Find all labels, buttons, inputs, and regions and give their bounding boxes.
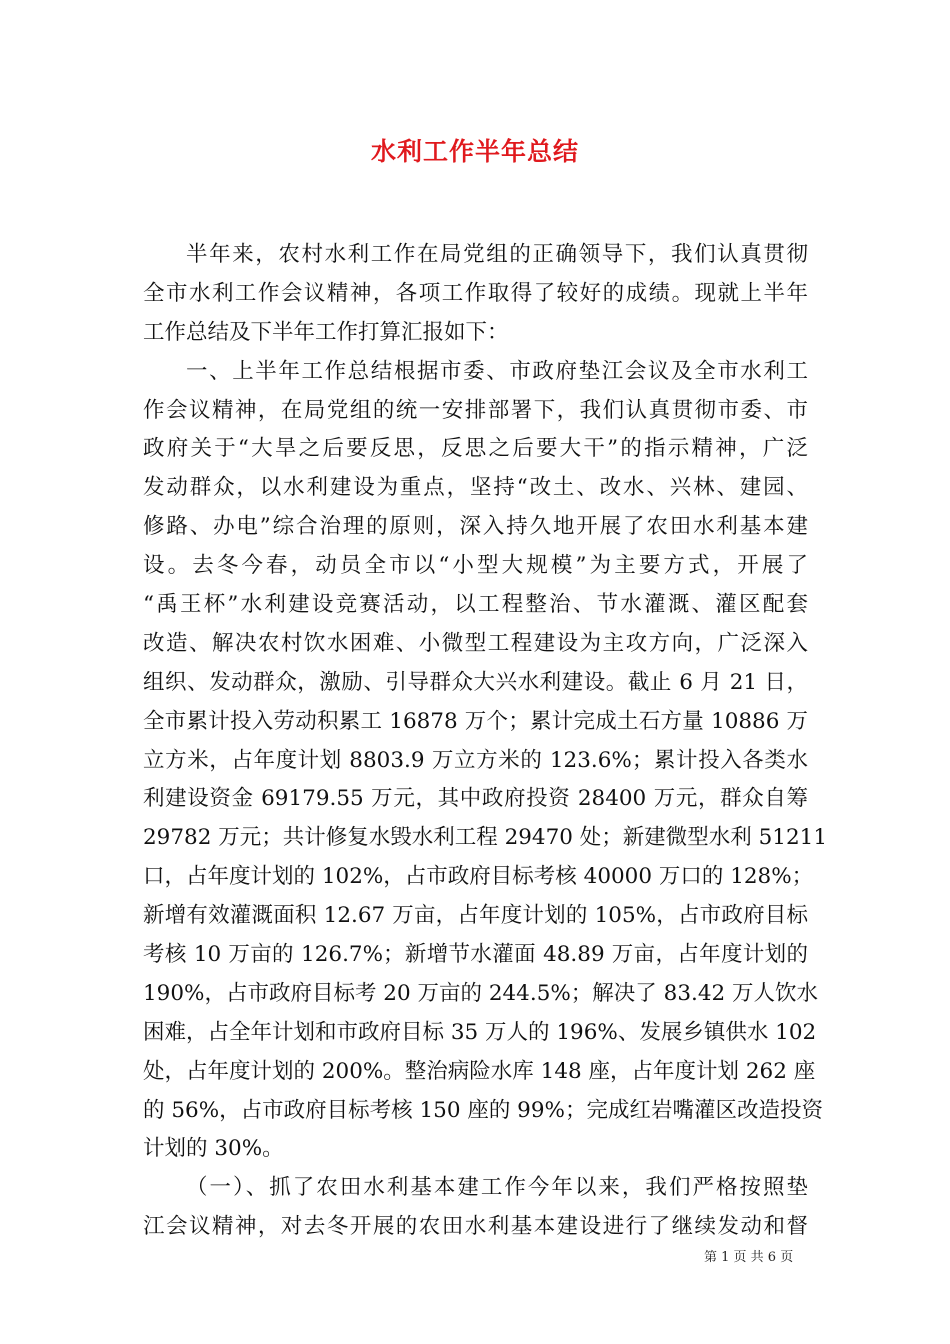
body-line: 计划的 30%。: [143, 1136, 284, 1162]
body-line: 发动群众，以水利建设为重点，坚持“改土、改水、兴林、建园、: [143, 475, 808, 501]
body-line: （一）、抓了农田水利基本建工作今年以来，我们严格按照垫: [186, 1175, 808, 1201]
body-line: 政府关于“大旱之后要反思，反思之后要大干”的指示精神，广泛: [143, 436, 808, 462]
body-line: 利建设资金 69179.55 万元，其中政府投资 28400 万元，群众自筹: [143, 786, 808, 812]
body-line: “禹王杯”水利建设竞赛活动，以工程整治、节水灌溉、灌区配套: [143, 592, 808, 618]
body-line: 立方米，占年度计划 8803.9 万立方米的 123.6%；累计投入各类水: [143, 747, 808, 773]
body-line: 口，占年度计划的 102%，占市政府目标考核 40000 万口的 128%；: [143, 864, 814, 890]
body-line: 190%，占市政府目标考 20 万亩的 244.5%；解决了 83.42 万人饮水: [143, 980, 819, 1006]
body-line: 全市累计投入劳动积累工 16878 万个；累计完成土石方量 10886 万: [143, 708, 808, 734]
body-line: 一、上半年工作总结根据市委、市政府垫江会议及全市水利工: [186, 358, 808, 384]
document-body: [143, 236, 828, 1247]
body-line: 处，占年度计划的 200%。整治病险水库 148 座，占年度计划 262 座: [143, 1058, 816, 1084]
body-line: 作会议精神，在局党组的统一安排部署下，我们认真贯彻市委、市: [143, 397, 808, 423]
body-line: 考核 10 万亩的 126.7%；新增节水灌面 48.89 万亩，占年度计划的: [143, 942, 808, 968]
body-line: 改造、解决农村饮水困难、小微型工程建设为主攻方向，广泛深入: [143, 630, 808, 656]
body-line: 江会议精神，对去冬开展的农田水利基本建设进行了继续发动和督: [143, 1214, 808, 1240]
document-title: 水利工作半年总结: [370, 137, 579, 166]
body-line: 修路、办电”综合治理的原则，深入持久地开展了农田水利基本建: [143, 514, 808, 540]
body-line: 新增有效灌溉面积 12.67 万亩，占年度计划的 105%，占市政府目标: [143, 903, 808, 929]
body-line: 29782 万元；共计修复水毁水利工程 29470 处；新建微型水利 51211: [143, 825, 828, 851]
body-line: 困难，占全年计划和市政府目标 35 万人的 196%、发展乡镇供水 102: [143, 1019, 817, 1045]
body-line: 全市水利工作会议精神，各项工作取得了较好的成绩。现就上半年: [143, 280, 808, 306]
body-line: 组织、发动群众，激励、引导群众大兴水利建设。截止 6 月 21 日，: [143, 669, 808, 695]
body-line: 设。去冬今春，动员全市以“小型大规模”为主要方式，开展了: [143, 553, 808, 579]
body-line: 工作总结及下半年工作打算汇报如下：: [143, 319, 509, 345]
body-line: 半年来，农村水利工作在局党组的正确领导下，我们认真贯彻: [186, 242, 808, 267]
page-number: 第 1 页 共 6 页: [704, 1250, 794, 1265]
body-line: 的 56%，占市政府目标考核 150 座的 99%；完成红岩嘴灌区改造投资: [143, 1097, 823, 1123]
